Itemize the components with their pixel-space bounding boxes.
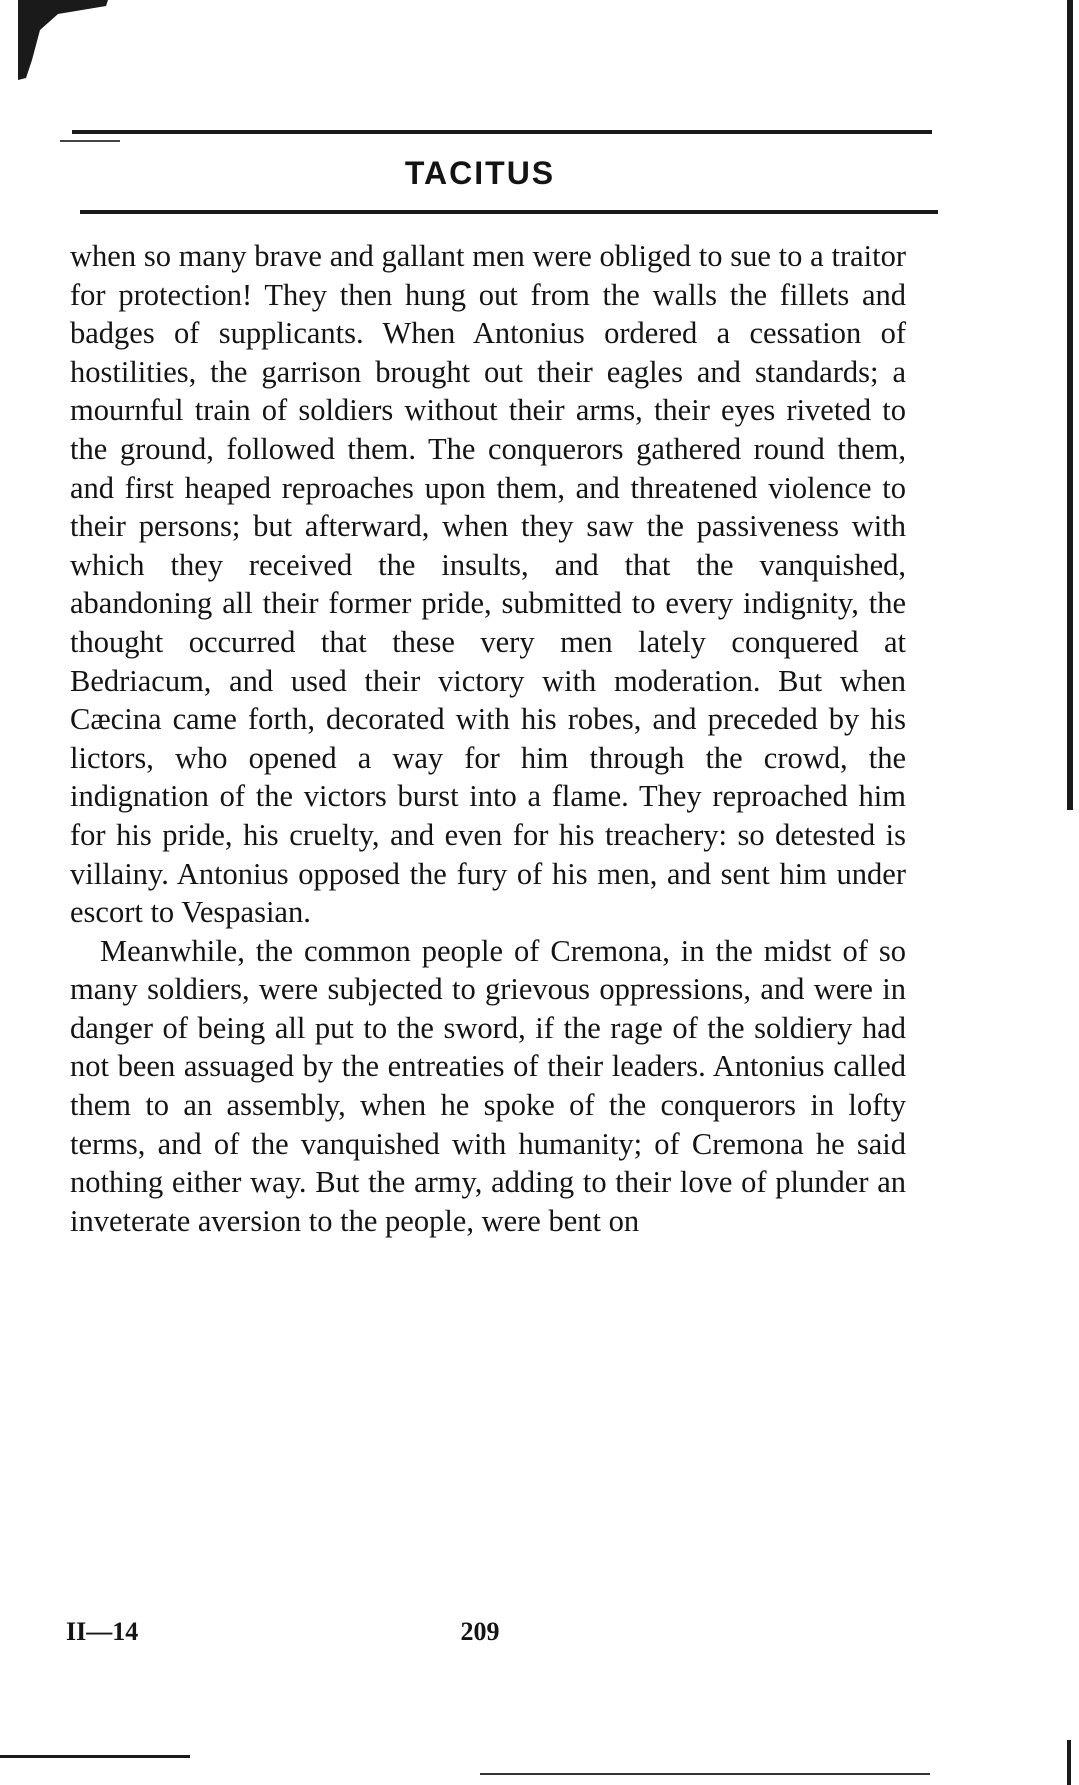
footer-rule-right [480,1773,930,1775]
paragraph-meanwhile: Meanwhile, the common people of Cremona, in the midst of so many soldiers, were subjected to grievous oppressions, and were in danger of being all put to the sword, if the rage of the soldiery had not been assuaged by the entreaties of their leaders. Antonius called them to an assembly, when he spoke of the conquerors in lofty terms, and of the vanquished with humanity; of Cremona he said nothing either way. But the army, adding to their love of plunder an inveterate aversion to the people, were bent on [70,933,906,1238]
scan-edge-shadow [1067,0,1073,810]
header-rule-top [72,130,932,134]
paragraph-continued: when so many brave and gallant men were obliged to sue to a traitor for protection! They then hung out from the walls the fillets and badges of supplicants. When Antonius ordered a cessation of hostilities, the garrison brought out their eagles and standards; a mournful train of soldiers without their arms, their eyes riveted to the ground, followed them. The conquerors gathered round them, and first heaped reproaches upon them, and threatened violence to their persons; but afterward, when they saw the passiveness with which they received the insults, and that the vanquished, abandoning all their former pride, submitted to every indignity, the thought occurred that these very men lately conquered at Bedriacum, and used their victory with moderation. But when Cæcina came forth, decorated with his robes, and preceded by his lictors, who opened a way for him through the crowd, the indignation of the victors burst into a flame. They reproached him for his pride, his cruelty, and even for his treachery: so detested is villainy. Antonius opposed the fury of his men, and sent him under escort to Vespasian. [70,239,906,930]
header-rule-fragment [60,140,120,142]
footer-rule-left [0,1755,190,1758]
page-number: 209 [460,1617,500,1646]
body-text [70,237,906,1240]
signature-mark: II—14 [66,1617,139,1646]
scan-edge-shadow-lower [1067,1740,1071,1785]
running-head: TACITUS [404,155,556,191]
header-rule-bottom [80,210,938,214]
scan-corner-artifact [18,0,108,80]
